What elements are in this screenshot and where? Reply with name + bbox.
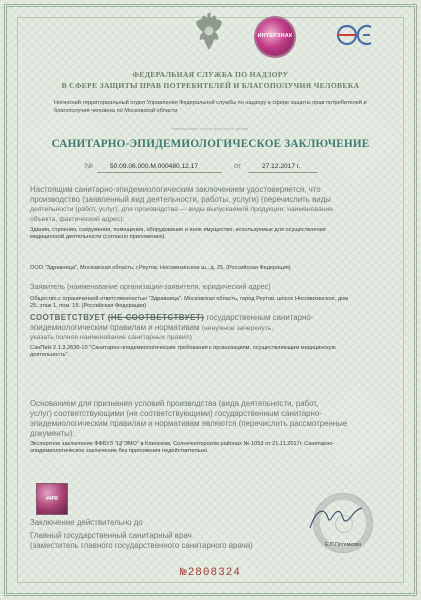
- date-label: от: [234, 161, 242, 170]
- sanpin-line2: деятельность".: [30, 352, 70, 358]
- basis-line1: Основанием для признания условий производства (вида деятельности, работ,: [30, 399, 319, 408]
- department-line1: Ногинский территориальный отдел Управления Федеральной службы по надзору в сфере защиты прав потребителей и: [54, 100, 367, 106]
- applicant-line2: 25, этаж 1, пом. 15. (Российская Федерация): [30, 303, 147, 309]
- qr-text: #4P8: [46, 496, 58, 502]
- signer-name: Е.П.Потемкова: [325, 542, 362, 548]
- conformity-line2: [30, 323, 410, 334]
- department-line2: благополучия человека по Московской области: [54, 108, 178, 114]
- expert-line2: эпидемиологическое заключение без приложения недействительно.: [30, 448, 209, 454]
- form-serial-number: №2808324: [180, 567, 241, 579]
- basis-line3: эпидемиологическим правилам и нормативам являются (перечислить рассмотренные: [30, 419, 348, 428]
- expert-line1: Экспертное заключение ФФБУЗ "ЦГЭМО" в Клинском, Солнечногорском районах № 1053 от 21.11.2017г. Санитарно-: [30, 441, 335, 447]
- conformity-line1: [30, 313, 410, 323]
- se-logo-icon: [335, 23, 379, 47]
- certificate-number: 50.09.06.000.М.000480.12.17: [110, 163, 198, 170]
- conformity-tail: государственным санитарно-: [206, 313, 314, 322]
- intro-text-3: деятельности (работ, услуг), для производства — виды выпускаемой продукции; наименование: [30, 206, 334, 213]
- intro-text-2: производство (заявленный вид деятельности, работы, услуги) (перечислить виды: [30, 195, 331, 204]
- applicant-label: Заявитель (наименование организации-заявителя, юридический адрес): [30, 282, 271, 291]
- intro-text-4: объекта, фактический адрес):: [30, 216, 125, 223]
- signature-icon: [306, 498, 366, 538]
- conformity-rules: эпидемиологическим правилам и нормативам: [30, 323, 200, 332]
- conformity-note: (ненужное зачеркнуть,: [201, 325, 274, 332]
- hologram-text: ИНТЕРЗНАК: [257, 33, 293, 39]
- object-description-1: Здания, строения, сооружения, помещения, оборудование и иное имущество, используемые для осуществления: [30, 227, 326, 233]
- security-hologram: [256, 18, 294, 56]
- intro-text-1: Настоящим санитарно-эпидемиологическим заключением удостоверяется, что: [30, 185, 321, 194]
- object-address: ООО "Здравница", Московская область, г.Реутов, Носовихинское ш., д. 25, (Российская Федерация): [30, 265, 291, 271]
- basis-line2: услуг) соответствующими (не соответствующими) государственным санитарно-: [30, 409, 322, 418]
- official-title-2: (заместитель главного государственного санитарного врача): [30, 541, 253, 550]
- agency-name-line2: В СФЕРЕ ЗАЩИТЫ ПРАВ ПОТРЕБИТЕЛЕЙ И БЛАГОПОЛУЧИЯ ЧЕЛОВЕКА: [61, 81, 360, 90]
- valid-until-label: Заключение действительно до: [30, 518, 143, 527]
- official-title-1: Главный государственный санитарный врач: [30, 531, 192, 540]
- document-title: САНИТАРНО-ЭПИДЕМИОЛОГИЧЕСКОЕ ЗАКЛЮЧЕНИЕ: [51, 138, 370, 150]
- coat-of-arms-icon: [191, 12, 227, 54]
- sanpin-line1: СанПиН 2.1.3.2630-10 "Санитарно-эпидемиологические требования к организациям, осуществляющим медицинскую: [30, 345, 336, 351]
- object-description-2: медицинской деятельности (согласно приложению).: [30, 234, 166, 240]
- department-caption: наименование территориального органа: [171, 127, 249, 131]
- conformity-line3: указать полное наименование санитарных правил): [30, 334, 192, 341]
- applicant-line1: Общество с ограниченной ответственностью "Здравница", Московская область, город Реутов, шоссе Носовихинское, дом: [30, 296, 349, 302]
- certificate-date: 27.12.2017 г.: [262, 163, 301, 170]
- basis-line4: документы):: [30, 429, 75, 438]
- conformity-corresponds: СООТВЕТСТВУЕТ: [30, 313, 106, 322]
- agency-name-line1: ФЕДЕРАЛЬНАЯ СЛУЖБА ПО НАДЗОРУ: [132, 70, 289, 79]
- qr-hologram: [37, 484, 67, 514]
- conformity-not-corresponds: (НЕ СООТВЕТСТВУЕТ): [107, 313, 205, 322]
- number-label: №: [85, 161, 94, 170]
